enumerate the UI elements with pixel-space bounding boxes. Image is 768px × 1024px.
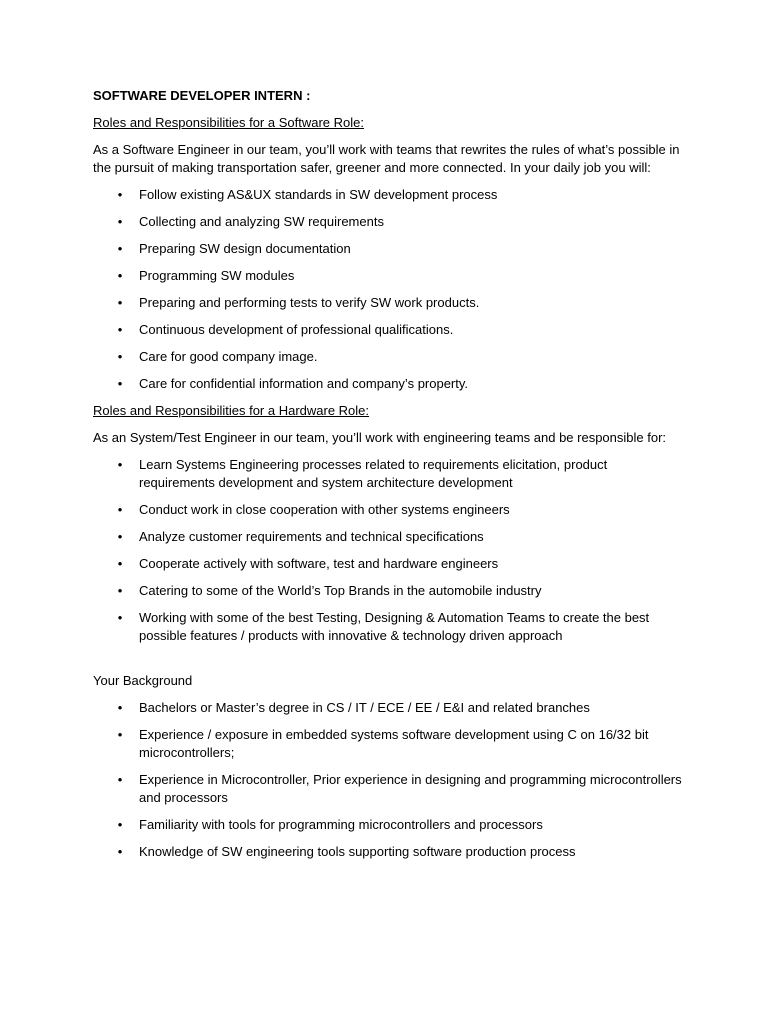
background-heading: Your Background bbox=[93, 673, 193, 688]
list-item-text: Care for good company image. bbox=[139, 349, 318, 364]
list-item bbox=[93, 294, 683, 312]
list-item-text: Collecting and analyzing SW requirements bbox=[139, 214, 384, 229]
bullet-icon: • bbox=[117, 502, 123, 517]
bullet-icon: • bbox=[117, 376, 123, 391]
list-item bbox=[93, 501, 683, 519]
software-role-intro: As a Software Engineer in our team, you’ll work with teams that rewrites the rules of what’s possible in the pursuit of making transportation safer, greener and more connected. In your daily job you will: bbox=[93, 142, 680, 175]
list-item-text: Analyze customer requirements and technical specifications bbox=[139, 529, 484, 544]
list-item bbox=[93, 240, 683, 258]
hardware-role-list bbox=[93, 456, 683, 645]
bullet-icon: • bbox=[117, 268, 123, 283]
bullet-icon: • bbox=[117, 556, 123, 571]
list-item-text: Familiarity with tools for programming microcontrollers and processors bbox=[139, 817, 543, 832]
bullet-icon: • bbox=[117, 187, 123, 202]
list-item bbox=[93, 726, 683, 762]
bullet-icon: • bbox=[117, 772, 123, 787]
list-item bbox=[93, 456, 683, 492]
bullet-icon: • bbox=[117, 349, 123, 364]
list-item-text: Follow existing AS&UX standards in SW development process bbox=[139, 187, 498, 202]
hardware-role-heading: Roles and Responsibilities for a Hardware Role: bbox=[93, 403, 370, 418]
list-item-text: Knowledge of SW engineering tools supporting software production process bbox=[139, 844, 576, 859]
software-role-list bbox=[93, 186, 683, 393]
document-content bbox=[93, 87, 683, 870]
bullet-icon: • bbox=[117, 529, 123, 544]
list-item-text: Experience in Microcontroller, Prior experience in designing and programming microcontrollers and processors bbox=[139, 772, 682, 805]
bullet-icon: • bbox=[117, 844, 123, 859]
bullet-icon: • bbox=[117, 610, 123, 625]
list-item-text: Preparing and performing tests to verify SW work products. bbox=[139, 295, 480, 310]
list-item-text: Continuous development of professional qualifications. bbox=[139, 322, 454, 337]
list-item bbox=[93, 771, 683, 807]
list-item bbox=[93, 321, 683, 339]
list-item bbox=[93, 555, 683, 573]
list-item bbox=[93, 582, 683, 600]
bullet-icon: • bbox=[117, 241, 123, 256]
list-item-text: Working with some of the best Testing, Designing & Automation Teams to create the best possible features / products with innovative & technology driven approach bbox=[139, 610, 650, 643]
list-item bbox=[93, 843, 683, 861]
list-item-text: Catering to some of the World’s Top Brands in the automobile industry bbox=[139, 583, 542, 598]
list-item bbox=[93, 816, 683, 834]
bullet-icon: • bbox=[117, 700, 123, 715]
list-item-text: Learn Systems Engineering processes related to requirements elicitation, product requirements development and system architecture development bbox=[139, 457, 608, 490]
list-item-text: Conduct work in close cooperation with other systems engineers bbox=[139, 502, 510, 517]
bullet-icon: • bbox=[117, 322, 123, 337]
list-item bbox=[93, 375, 683, 393]
list-item bbox=[93, 348, 683, 366]
list-item bbox=[93, 186, 683, 204]
background-list bbox=[93, 699, 683, 861]
spacer bbox=[93, 654, 683, 672]
bullet-icon: • bbox=[117, 727, 123, 742]
list-item bbox=[93, 528, 683, 546]
document-title: SOFTWARE DEVELOPER INTERN : bbox=[93, 88, 311, 103]
list-item-text: Programming SW modules bbox=[139, 268, 295, 283]
hardware-role-intro: As an System/Test Engineer in our team, you’ll work with engineering teams and be responsible for: bbox=[93, 430, 667, 445]
software-role-heading: Roles and Responsibilities for a Software Role: bbox=[93, 115, 364, 130]
list-item bbox=[93, 267, 683, 285]
list-item-text: Care for confidential information and company’s property. bbox=[139, 376, 469, 391]
list-item bbox=[93, 213, 683, 231]
list-item-text: Bachelors or Master’s degree in CS / IT / ECE / EE / E&I and related branches bbox=[139, 700, 590, 715]
list-item-text: Cooperate actively with software, test and hardware engineers bbox=[139, 556, 499, 571]
list-item-text: Experience / exposure in embedded systems software development using C on 16/32 bit microcontrollers; bbox=[139, 727, 649, 760]
bullet-icon: • bbox=[117, 583, 123, 598]
list-item bbox=[93, 609, 683, 645]
bullet-icon: • bbox=[117, 457, 123, 472]
list-item-text: Preparing SW design documentation bbox=[139, 241, 351, 256]
bullet-icon: • bbox=[117, 295, 123, 310]
list-item bbox=[93, 699, 683, 717]
bullet-icon: • bbox=[117, 817, 123, 832]
bullet-icon: • bbox=[117, 214, 123, 229]
